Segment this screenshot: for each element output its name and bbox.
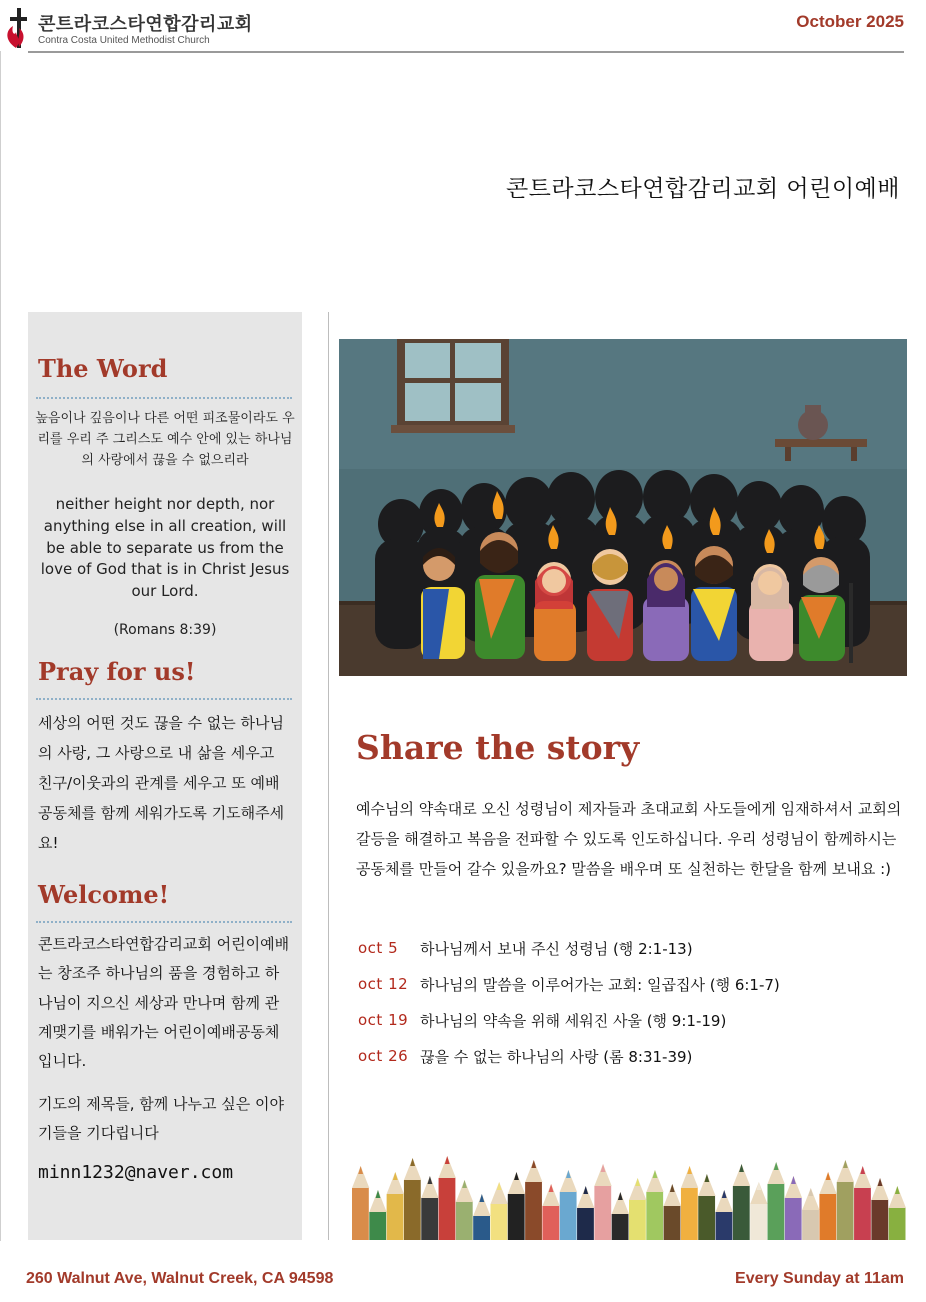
schedule-row bbox=[358, 1002, 908, 1038]
pencil bbox=[473, 1194, 490, 1240]
pencil bbox=[560, 1170, 577, 1240]
church-address: 260 Walnut Ave, Walnut Creek, CA 94598 bbox=[26, 1270, 334, 1287]
sidebar bbox=[28, 312, 302, 1240]
pencil bbox=[456, 1180, 473, 1240]
share-story-text: 예수님의 약속대로 오신 성령님이 제자들과 초대교회 사도들에게 임재하셔서 교회의 갈등을 해결하고 복음을 전파할 수 있도록 인도하십니다. 우리 성령님이 함께하시는 공동체를 만들어 갈수 있을까요? 말씀을 배우며 또 실천하는 한달을 함께 보내요 :) bbox=[356, 800, 902, 878]
pencil bbox=[491, 1182, 508, 1240]
pencil bbox=[542, 1184, 559, 1240]
church-name-english: Contra Costa United Methodist Church bbox=[38, 35, 210, 46]
schedule-date: oct 19 bbox=[358, 1011, 409, 1029]
pencil bbox=[646, 1170, 663, 1240]
schedule-topic: 끊을 수 없는 하나님의 사랑 (롬 8:31-39) bbox=[420, 1047, 693, 1066]
window bbox=[391, 339, 515, 433]
pencil bbox=[404, 1158, 421, 1240]
pencil bbox=[577, 1186, 594, 1240]
pencil bbox=[768, 1162, 785, 1240]
pencil bbox=[785, 1176, 802, 1240]
word-heading: The Word bbox=[38, 354, 168, 383]
pray-text: 세상의 어떤 것도 끊을 수 없는 하나님의 사랑, 그 사랑으로 내 삶을 세우고 친구/이웃과의 관계를 세우고 또 예배 공동체를 함께 세워가도록 기도해주세요! bbox=[38, 714, 285, 852]
pencil bbox=[525, 1160, 542, 1240]
schedule-date: oct 12 bbox=[358, 975, 409, 993]
schedule-date: oct 26 bbox=[358, 1047, 409, 1065]
schedule-date: oct 5 bbox=[358, 939, 399, 957]
schedule-topic: 하나님의 말씀을 이루어가는 교회: 일곱집사 (행 6:1-7) bbox=[420, 975, 780, 994]
pencil bbox=[629, 1178, 646, 1240]
pencil bbox=[387, 1172, 404, 1240]
pencil bbox=[439, 1156, 456, 1240]
schedule-row bbox=[358, 930, 908, 966]
word-divider bbox=[36, 397, 292, 399]
pencil bbox=[421, 1176, 438, 1240]
pencil bbox=[508, 1172, 525, 1240]
contact-email[interactable]: minn1232@naver.com bbox=[38, 1162, 234, 1183]
prayer-request-text: 기도의 제목들, 함께 나누고 싶은 이야기들을 기다립니다 bbox=[38, 1095, 284, 1143]
welcome-divider bbox=[36, 921, 292, 923]
pentecost-illustration bbox=[339, 339, 907, 676]
welcome-heading: Welcome! bbox=[38, 880, 170, 909]
schedule-topic: 하나님께서 보내 주신 성령님 (행 2:1-13) bbox=[420, 939, 693, 958]
pencil bbox=[352, 1166, 369, 1240]
pencil bbox=[369, 1190, 386, 1240]
pray-heading: Pray for us! bbox=[38, 657, 196, 686]
pencil bbox=[819, 1172, 836, 1240]
page-left-border bbox=[0, 51, 1, 1241]
verse-english: neither height nor depth, nor anything else in all creation, will be able to separate us from the love of God that is in Christ Jesus our Lord. bbox=[40, 495, 290, 600]
header-divider bbox=[28, 51, 904, 53]
service-title: 콘트라코스타연합감리교회 어린이예배 bbox=[505, 176, 900, 202]
issue-date: October 2025 bbox=[796, 12, 904, 31]
pencil bbox=[681, 1166, 698, 1240]
methodist-cross-flame-logo bbox=[4, 6, 28, 50]
service-time: Every Sunday at 11am bbox=[735, 1270, 904, 1287]
pencil bbox=[802, 1188, 819, 1240]
pencil bbox=[612, 1192, 629, 1240]
pencil bbox=[750, 1182, 767, 1240]
pencil bbox=[716, 1190, 733, 1240]
monthly-schedule bbox=[358, 930, 908, 1074]
colored-pencils-decoration bbox=[352, 1150, 906, 1240]
pencil bbox=[698, 1174, 715, 1240]
schedule-row bbox=[358, 966, 908, 1002]
pray-divider bbox=[36, 698, 292, 700]
pencil bbox=[594, 1164, 611, 1240]
welcome-text: 콘트라코스타연합감리교회 어린이예배는 창조주 하나님의 품을 경험하고 하나님이 지으신 세상과 만나며 함께 관계맺기를 배워가는 어린이예배공동체 입니다. bbox=[38, 935, 290, 1070]
share-story-heading: Share the story bbox=[356, 728, 640, 767]
verse-korean: 높음이나 깊음이나 다른 어떤 피조물이라도 우리를 우리 주 그리스도 예수 안에 있는 하나님의 사랑에서 끊을 수 없으리라 bbox=[35, 411, 295, 468]
pencil bbox=[854, 1166, 871, 1240]
verse-reference: (Romans 8:39) bbox=[113, 622, 217, 638]
pencil bbox=[733, 1164, 750, 1240]
schedule-row bbox=[358, 1038, 908, 1074]
schedule-topic: 하나님의 약속을 위해 세워진 사울 (행 9:1-19) bbox=[420, 1011, 727, 1030]
pencil bbox=[664, 1184, 681, 1240]
column-divider bbox=[328, 312, 329, 1240]
pencil bbox=[837, 1160, 854, 1240]
pencil bbox=[889, 1186, 906, 1240]
pencil bbox=[871, 1178, 888, 1240]
church-name-korean: 콘트라코스타연합감리교회 bbox=[38, 14, 253, 35]
